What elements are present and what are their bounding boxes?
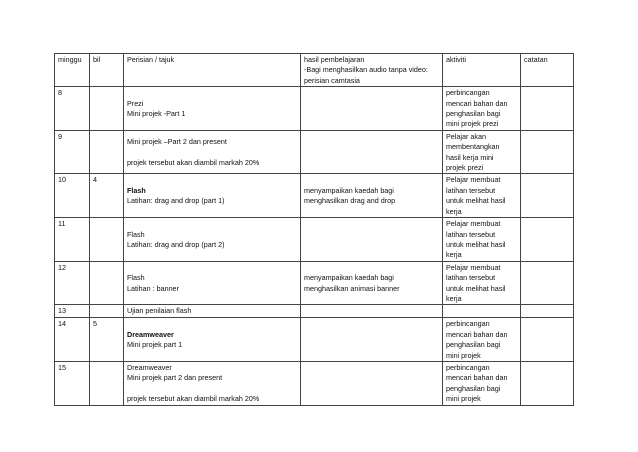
- cell-aktiviti: [443, 305, 521, 318]
- cell-aktiviti: perbincangan mencari bahan dan penghasilan bagi mini projek: [443, 318, 521, 362]
- cell-hasil: [301, 361, 443, 405]
- cell-catatan: [521, 305, 574, 318]
- cell-catatan: [521, 87, 574, 131]
- table-row: [55, 305, 574, 318]
- cell-bil: [90, 361, 124, 405]
- cell-perisian: Dreamweaver Mini projek part 2 dan present projek tersebut akan diambil markah 20%: [124, 361, 301, 405]
- cell-aktiviti: Pelajar membuat latihan tersebut untuk melihat hasil kerja: [443, 218, 521, 262]
- cell-minggu: 11: [55, 218, 90, 262]
- cell-perisian: Flash Latihan: drag and drop (part 1): [124, 174, 301, 218]
- cell-minggu: 15: [55, 361, 90, 405]
- cell-minggu: 13: [55, 305, 90, 318]
- cell-minggu: 9: [55, 130, 90, 174]
- cell-minggu: 10: [55, 174, 90, 218]
- cell-catatan: [521, 318, 574, 362]
- header-row: [55, 54, 574, 87]
- cell-perisian: Flash Latihan: drag and drop (part 2): [124, 218, 301, 262]
- header-minggu: minggu: [55, 54, 90, 87]
- cell-aktiviti: Pelajar membuat latihan tersebut untuk melihat hasil kerja: [443, 174, 521, 218]
- header-perisian: Perisian / tajuk: [124, 54, 301, 87]
- table-row: [55, 361, 574, 405]
- cell-aktiviti: perbincangan mencari bahan dan penghasilan bagi mini projek: [443, 361, 521, 405]
- header-aktiviti: aktiviti: [443, 54, 521, 87]
- cell-hasil: menyampaikan kaedah bagi menghasilkan animasi banner: [301, 261, 443, 305]
- cell-perisian: Prezi Mini projek -Part 1: [124, 87, 301, 131]
- cell-bil: 4: [90, 174, 124, 218]
- header-catatan: catatan: [521, 54, 574, 87]
- cell-perisian: Dreamweaver Mini projek part 1: [124, 318, 301, 362]
- table-row: [55, 174, 574, 218]
- cell-bil: [90, 305, 124, 318]
- table-row: [55, 318, 574, 362]
- cell-bil: 5: [90, 318, 124, 362]
- cell-bil: [90, 261, 124, 305]
- cell-aktiviti: perbincangan mencari bahan dan penghasilan bagi mini projek prezi: [443, 87, 521, 131]
- cell-catatan: [521, 261, 574, 305]
- cell-hasil: [301, 305, 443, 318]
- cell-catatan: [521, 130, 574, 174]
- cell-aktiviti: Pelajar akan membentangkan hasil kerja mini projek prezi: [443, 130, 521, 174]
- table-row: [55, 130, 574, 174]
- cell-perisian: Ujian penilaian flash: [124, 305, 301, 318]
- table-row: [55, 87, 574, 131]
- header-hasil: hasil pembelajaran -Bagi menghasilkan audio tanpa video: perisian camtasia: [301, 54, 443, 87]
- cell-minggu: 12: [55, 261, 90, 305]
- cell-bil: [90, 130, 124, 174]
- cell-perisian: Flash Latihan : banner: [124, 261, 301, 305]
- cell-hasil: [301, 87, 443, 131]
- header-bil: bil: [90, 54, 124, 87]
- table-row: [55, 218, 574, 262]
- cell-bil: [90, 87, 124, 131]
- cell-catatan: [521, 174, 574, 218]
- cell-aktiviti: Pelajar membuat latihan tersebut untuk melihat hasil kerja: [443, 261, 521, 305]
- cell-bil: [90, 218, 124, 262]
- table-row: [55, 261, 574, 305]
- cell-minggu: 14: [55, 318, 90, 362]
- cell-hasil: [301, 318, 443, 362]
- cell-catatan: [521, 218, 574, 262]
- cell-minggu: 8: [55, 87, 90, 131]
- cell-hasil: [301, 130, 443, 174]
- cell-catatan: [521, 361, 574, 405]
- cell-hasil: menyampaikan kaedah bagi menghasilkan drag and drop: [301, 174, 443, 218]
- cell-perisian: Mini projek –Part 2 dan present projek tersebut akan diambil markah 20%: [124, 130, 301, 174]
- schedule-table: [54, 53, 574, 406]
- cell-hasil: [301, 218, 443, 262]
